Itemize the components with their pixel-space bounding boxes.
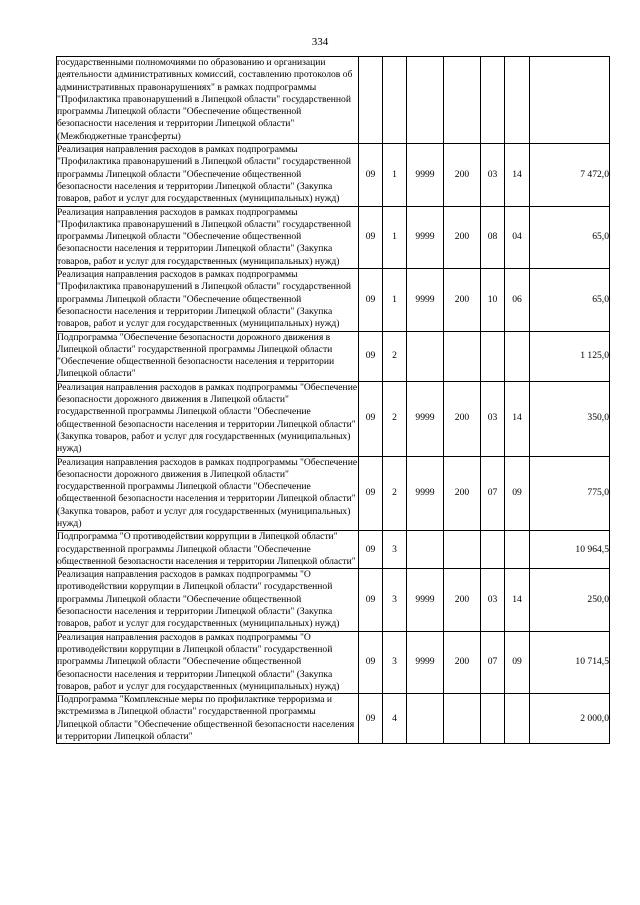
subprogram-code: 1 xyxy=(383,144,407,206)
amount: 1 125,0 xyxy=(530,331,610,381)
direction-code: 9999 xyxy=(407,631,444,693)
page-number: 334 xyxy=(311,36,329,48)
expense-type-code: 200 xyxy=(444,456,481,531)
amount: 2 000,0 xyxy=(530,694,610,744)
row-description: Реализация направления расходов в рамках подпрограммы "О противодействии коррупции в Липецкой области" государственной программы Липецкой области "Обеспечение общественной безопасности населения и территории Липецкой области" (Закупка товаров, работ и услуг для государственных (муниципальных) нужд) xyxy=(57,631,359,693)
subsection-code: 06 xyxy=(505,269,530,331)
direction-code: 9999 xyxy=(407,206,444,268)
subprogram-code: 2 xyxy=(383,381,407,456)
section-code: 07 xyxy=(481,631,505,693)
program-code: 09 xyxy=(359,694,383,744)
direction-code xyxy=(407,531,444,569)
program-code: 09 xyxy=(359,531,383,569)
program-code: 09 xyxy=(359,331,383,381)
direction-code: 9999 xyxy=(407,144,444,206)
subprogram-code: 2 xyxy=(383,331,407,381)
subprogram-code: 1 xyxy=(383,206,407,268)
expense-type-code: 200 xyxy=(444,144,481,206)
direction-code: 9999 xyxy=(407,569,444,631)
expense-type-code: 200 xyxy=(444,381,481,456)
row-description: государственными полномочиями по образованию и организации деятельности административных комиссий, составлению протоколов об административных правонарушениях" в рамках подпрограммы "Профилактика правонарушений в Липецкой области" государственной программы Липецкой области "Обеспечение общественной безопасности населения и территории Липецкой области" (Межбюджетные трансферты) xyxy=(57,57,359,144)
expense-type-code: 200 xyxy=(444,631,481,693)
direction-code xyxy=(407,694,444,744)
amount xyxy=(530,57,610,144)
amount: 10 964,5 xyxy=(530,531,610,569)
budget-table xyxy=(56,56,610,744)
table-row xyxy=(57,206,610,268)
amount: 65,0 xyxy=(530,269,610,331)
subprogram-code: 4 xyxy=(383,694,407,744)
subsection-code: 04 xyxy=(505,206,530,268)
subprogram-code: 3 xyxy=(383,569,407,631)
program-code: 09 xyxy=(359,206,383,268)
table-row xyxy=(57,144,610,206)
direction-code xyxy=(407,57,444,144)
expense-type-code xyxy=(444,57,481,144)
expense-type-code: 200 xyxy=(444,206,481,268)
section-code xyxy=(481,57,505,144)
direction-code: 9999 xyxy=(407,456,444,531)
section-code: 03 xyxy=(481,381,505,456)
direction-code: 9999 xyxy=(407,269,444,331)
subprogram-code: 1 xyxy=(383,269,407,331)
program-code: 09 xyxy=(359,569,383,631)
program-code: 09 xyxy=(359,269,383,331)
subsection-code xyxy=(505,531,530,569)
amount: 350,0 xyxy=(530,381,610,456)
program-code: 09 xyxy=(359,381,383,456)
table-row xyxy=(57,531,610,569)
row-description: Подпрограмма "Комплексные меры по профилактике терроризма и экстремизма в Липецкой области" государственной программы Липецкой области "Обеспечение общественной безопасности населения и территории Липецкой области" xyxy=(57,694,359,744)
row-description: Подпрограмма "Обеспечение безопасности дорожного движения в Липецкой области" государственной программы Липецкой области "Обеспечение общественной безопасности населения и территории Липецкой области" xyxy=(57,331,359,381)
row-description: Реализация направления расходов в рамках подпрограммы "Профилактика правонарушений в Липецкой области" государственной программы Липецкой области "Обеспечение общественной безопасности населения и территории Липецкой области" (Закупка товаров, работ и услуг для государственных (муниципальных) нужд) xyxy=(57,206,359,268)
row-description: Реализация направления расходов в рамках подпрограммы "Обеспечение безопасности дорожного движения в Липецкой области" государственной программы Липецкой области "Обеспечение общественной безопасности населения и территории Липецкой области" (Закупка товаров, работ и услуг для государственных (муниципальных) нужд) xyxy=(57,381,358,455)
section-code xyxy=(481,531,505,569)
row-description: Подпрограмма "О противодействии коррупции в Липецкой области" государственной программы Липецкой области "Обеспечение общественной безопасности населения и территории Липецкой области" xyxy=(57,531,359,569)
table-row xyxy=(57,269,610,331)
section-code: 07 xyxy=(481,456,505,531)
subsection-code: 14 xyxy=(505,144,530,206)
row-description: Реализация направления расходов в рамках подпрограммы "Профилактика правонарушений в Липецкой области" государственной программы Липецкой области "Обеспечение общественной безопасности населения и территории Липецкой области" (Закупка товаров, работ и услуг для государственных (муниципальных) нужд) xyxy=(57,269,359,331)
subsection-code: 09 xyxy=(505,631,530,693)
section-code xyxy=(481,694,505,744)
expense-type-code xyxy=(444,531,481,569)
direction-code: 9999 xyxy=(407,381,444,456)
subprogram-code: 2 xyxy=(383,456,407,531)
amount: 65,0 xyxy=(530,206,610,268)
section-code xyxy=(481,331,505,381)
table-row xyxy=(57,331,610,381)
section-code: 08 xyxy=(481,206,505,268)
table-row xyxy=(57,569,610,631)
amount: 775,0 xyxy=(530,456,610,531)
table-row xyxy=(57,631,610,693)
expense-type-code: 200 xyxy=(444,269,481,331)
direction-code xyxy=(407,331,444,381)
subsection-code: 14 xyxy=(505,569,530,631)
program-code: 09 xyxy=(359,456,383,531)
table-row xyxy=(57,694,610,744)
table-row xyxy=(57,57,610,144)
subsection-code xyxy=(505,57,530,144)
row-description: Реализация направления расходов в рамках подпрограммы "Обеспечение безопасности дорожного движения в Липецкой области" государственной программы Липецкой области "Обеспечение общественной безопасности населения и территории Липецкой области" (Закупка товаров, работ и услуг для государственных (муниципальных) нужд) xyxy=(57,456,358,529)
subprogram-code: 3 xyxy=(383,531,407,569)
amount: 7 472,0 xyxy=(530,144,610,206)
subsection-code: 14 xyxy=(505,381,530,456)
amount: 10 714,5 xyxy=(530,631,610,693)
expense-type-code: 200 xyxy=(444,569,481,631)
amount: 250,0 xyxy=(530,569,610,631)
program-code xyxy=(359,57,383,144)
subsection-code xyxy=(505,694,530,744)
program-code: 09 xyxy=(359,631,383,693)
section-code: 03 xyxy=(481,569,505,631)
expense-type-code xyxy=(444,331,481,381)
section-code: 10 xyxy=(481,269,505,331)
subprogram-code xyxy=(383,57,407,144)
table-row xyxy=(57,381,610,456)
section-code: 03 xyxy=(481,144,505,206)
row-description: Реализация направления расходов в рамках подпрограммы "Профилактика правонарушений в Липецкой области" государственной программы Липецкой области "Обеспечение общественной безопасности населения и территории Липецкой области" (Закупка товаров, работ и услуг для государственных (муниципальных) нужд) xyxy=(57,144,359,206)
program-code: 09 xyxy=(359,144,383,206)
subsection-code xyxy=(505,331,530,381)
subprogram-code: 3 xyxy=(383,631,407,693)
subsection-code: 09 xyxy=(505,456,530,531)
expense-type-code xyxy=(444,694,481,744)
table-row xyxy=(57,456,610,531)
row-description: Реализация направления расходов в рамках подпрограммы "О противодействии коррупции в Липецкой области" государственной программы Липецкой области "Обеспечение общественной безопасности населения и территории Липецкой области" (Закупка товаров, работ и услуг для государственных (муниципальных) нужд) xyxy=(57,569,359,631)
